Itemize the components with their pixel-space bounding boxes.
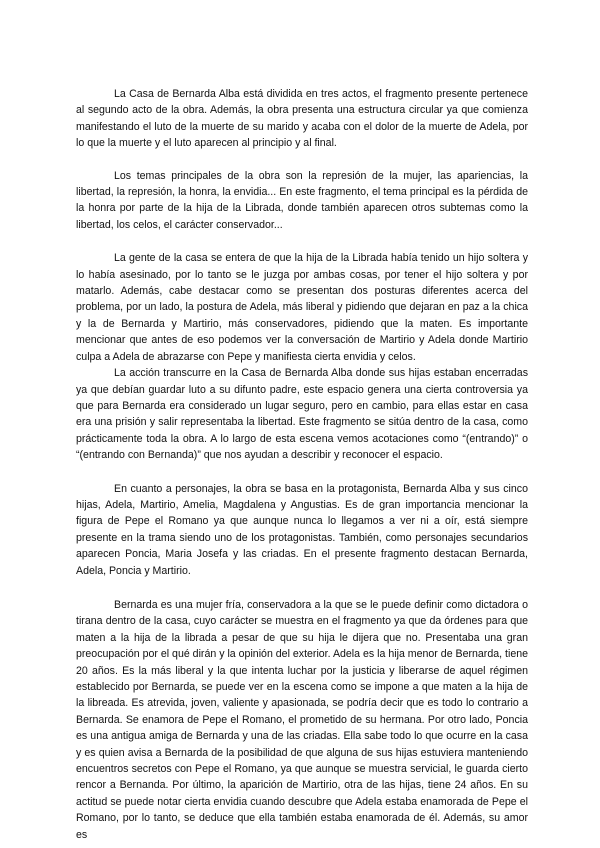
paragraph-character-analysis: Bernarda es una mujer fría, conservadora a la que se le puede definir como dictadora o tirana dentro de la casa, cuyo carácter se muestra en el fragmento ya que da órdenes para que maten a la hija de la librada a pesar de que su hija le dijera que no. Presentaba una gran preocupación por el qué dirán y la opinión del exterior. Adela es la hija menor de Bernarda, tiene 20 años. Es la más liberal y la que intenta luchar por la justicia y liberarse de aquel régimen establecido por Bernarda, se puede ver en la escena como se impone a que maten a la hija de la libreada. Es atrevida, joven, valiente y apasionada, se podría decir que es todo lo contrario a Bernarda. Se enamora de Pepe el Romano, el prometido de su hermana. Por otro lado, Poncia es una antigua amiga de Bernarda y una de las criadas. Ella sabe todo lo que ocurre en la casa y es quien avisa a Bernarda de la posibilidad de que alguna de sus hijas estuviera manteniendo encuentros secretos con Pepe el Romano, ya que aunque se muestra servicial, le guarda cierto rencor a Bernanda. Por último, la aparición de Martirio, otra de las hijas, tiene 24 años. En su actitud se puede notar cierta envidia cuando descubre que Adela estaba enamorada de Pepe el Romano, por lo tanto, se deduce que ella también estaba enamorada de él. Además, su amor es — [76, 598, 528, 841]
paragraph-setting: La acción transcurre en la Casa de Bernarda Alba donde sus hijas estaban encerradas ya que debían guardar luto a su difunto padre, este espacio genera una cierta controversia ya que para Bernarda era considerado un lugar seguro, pero en cambio, para ellas estar en casa era una prisión y salir representaba la libertad. Este fragmento se sitúa dentro de la casa, como prácticamente toda la obra. A lo largo de esta escena vemos acotaciones como “(entrando)” o “(entrando con Bernanda)” que nos ayudan a describir y reconocer el espacio. — [76, 367, 528, 462]
paragraph-themes: Los temas principales de la obra son la represión de la mujer, las apariencias, la libertad, la represión, la honra, la envidia... En este fragmento, el tema principal es la pérdida de la honra por parte de la hija de la Librada, donde también aparecen otros subtemas como la libertad, los celos, el carácter conservador... — [76, 169, 528, 231]
paragraph-structure: La Casa de Bernarda Alba está dividida en tres actos, el fragmento presente pertenece al segundo acto de la obra. Además, la obra presenta una estructura circular ya que comienza manifestando el luto de la muerte de su marido y acaba con el dolor de la muerte de Adela, por lo que la muerte y el luto aparecen al principio y al final. — [76, 88, 528, 150]
paragraph-plot: La gente de la casa se entera de que la hija de la Librada había tenido un hijo soltera y lo había asesinado, por lo tanto se le juzga por ambas cosas, por tener el hijo soltera y por matarlo. Además, cabe destacar como se presentan dos posturas diferentes acerca del problema, por un lado, la postura de Adela, más liberal y pidiendo que dejaran en paz a la chica y la de Bernarda y Martirio, más conservadores, pidiendo que la maten. Es importante mencionar que antes de eso podemos ver la conversación de Martirio y Adela donde Martirio culpa a Adela de abrazarse con Pepe y manifiesta cierta envidia y celos. — [76, 252, 528, 363]
paragraph-characters: En cuanto a personajes, la obra se basa en la protagonista, Bernarda Alba y sus cinco hijas, Adela, Martirio, Amelia, Magdalena y Angustias. Es de gran importancia mencionar la figura de Pepe el Romano ya que aunque nunca lo llegamos a ver ni a oír, está siempre presente en la trama siendo uno de los protagonistas. También, como personajes secundarios aparecen Poncia, Maria Josefa y las criadas. En el presente fragmento destacan Bernarda, Adela, Poncia y Martirio. — [76, 482, 528, 577]
